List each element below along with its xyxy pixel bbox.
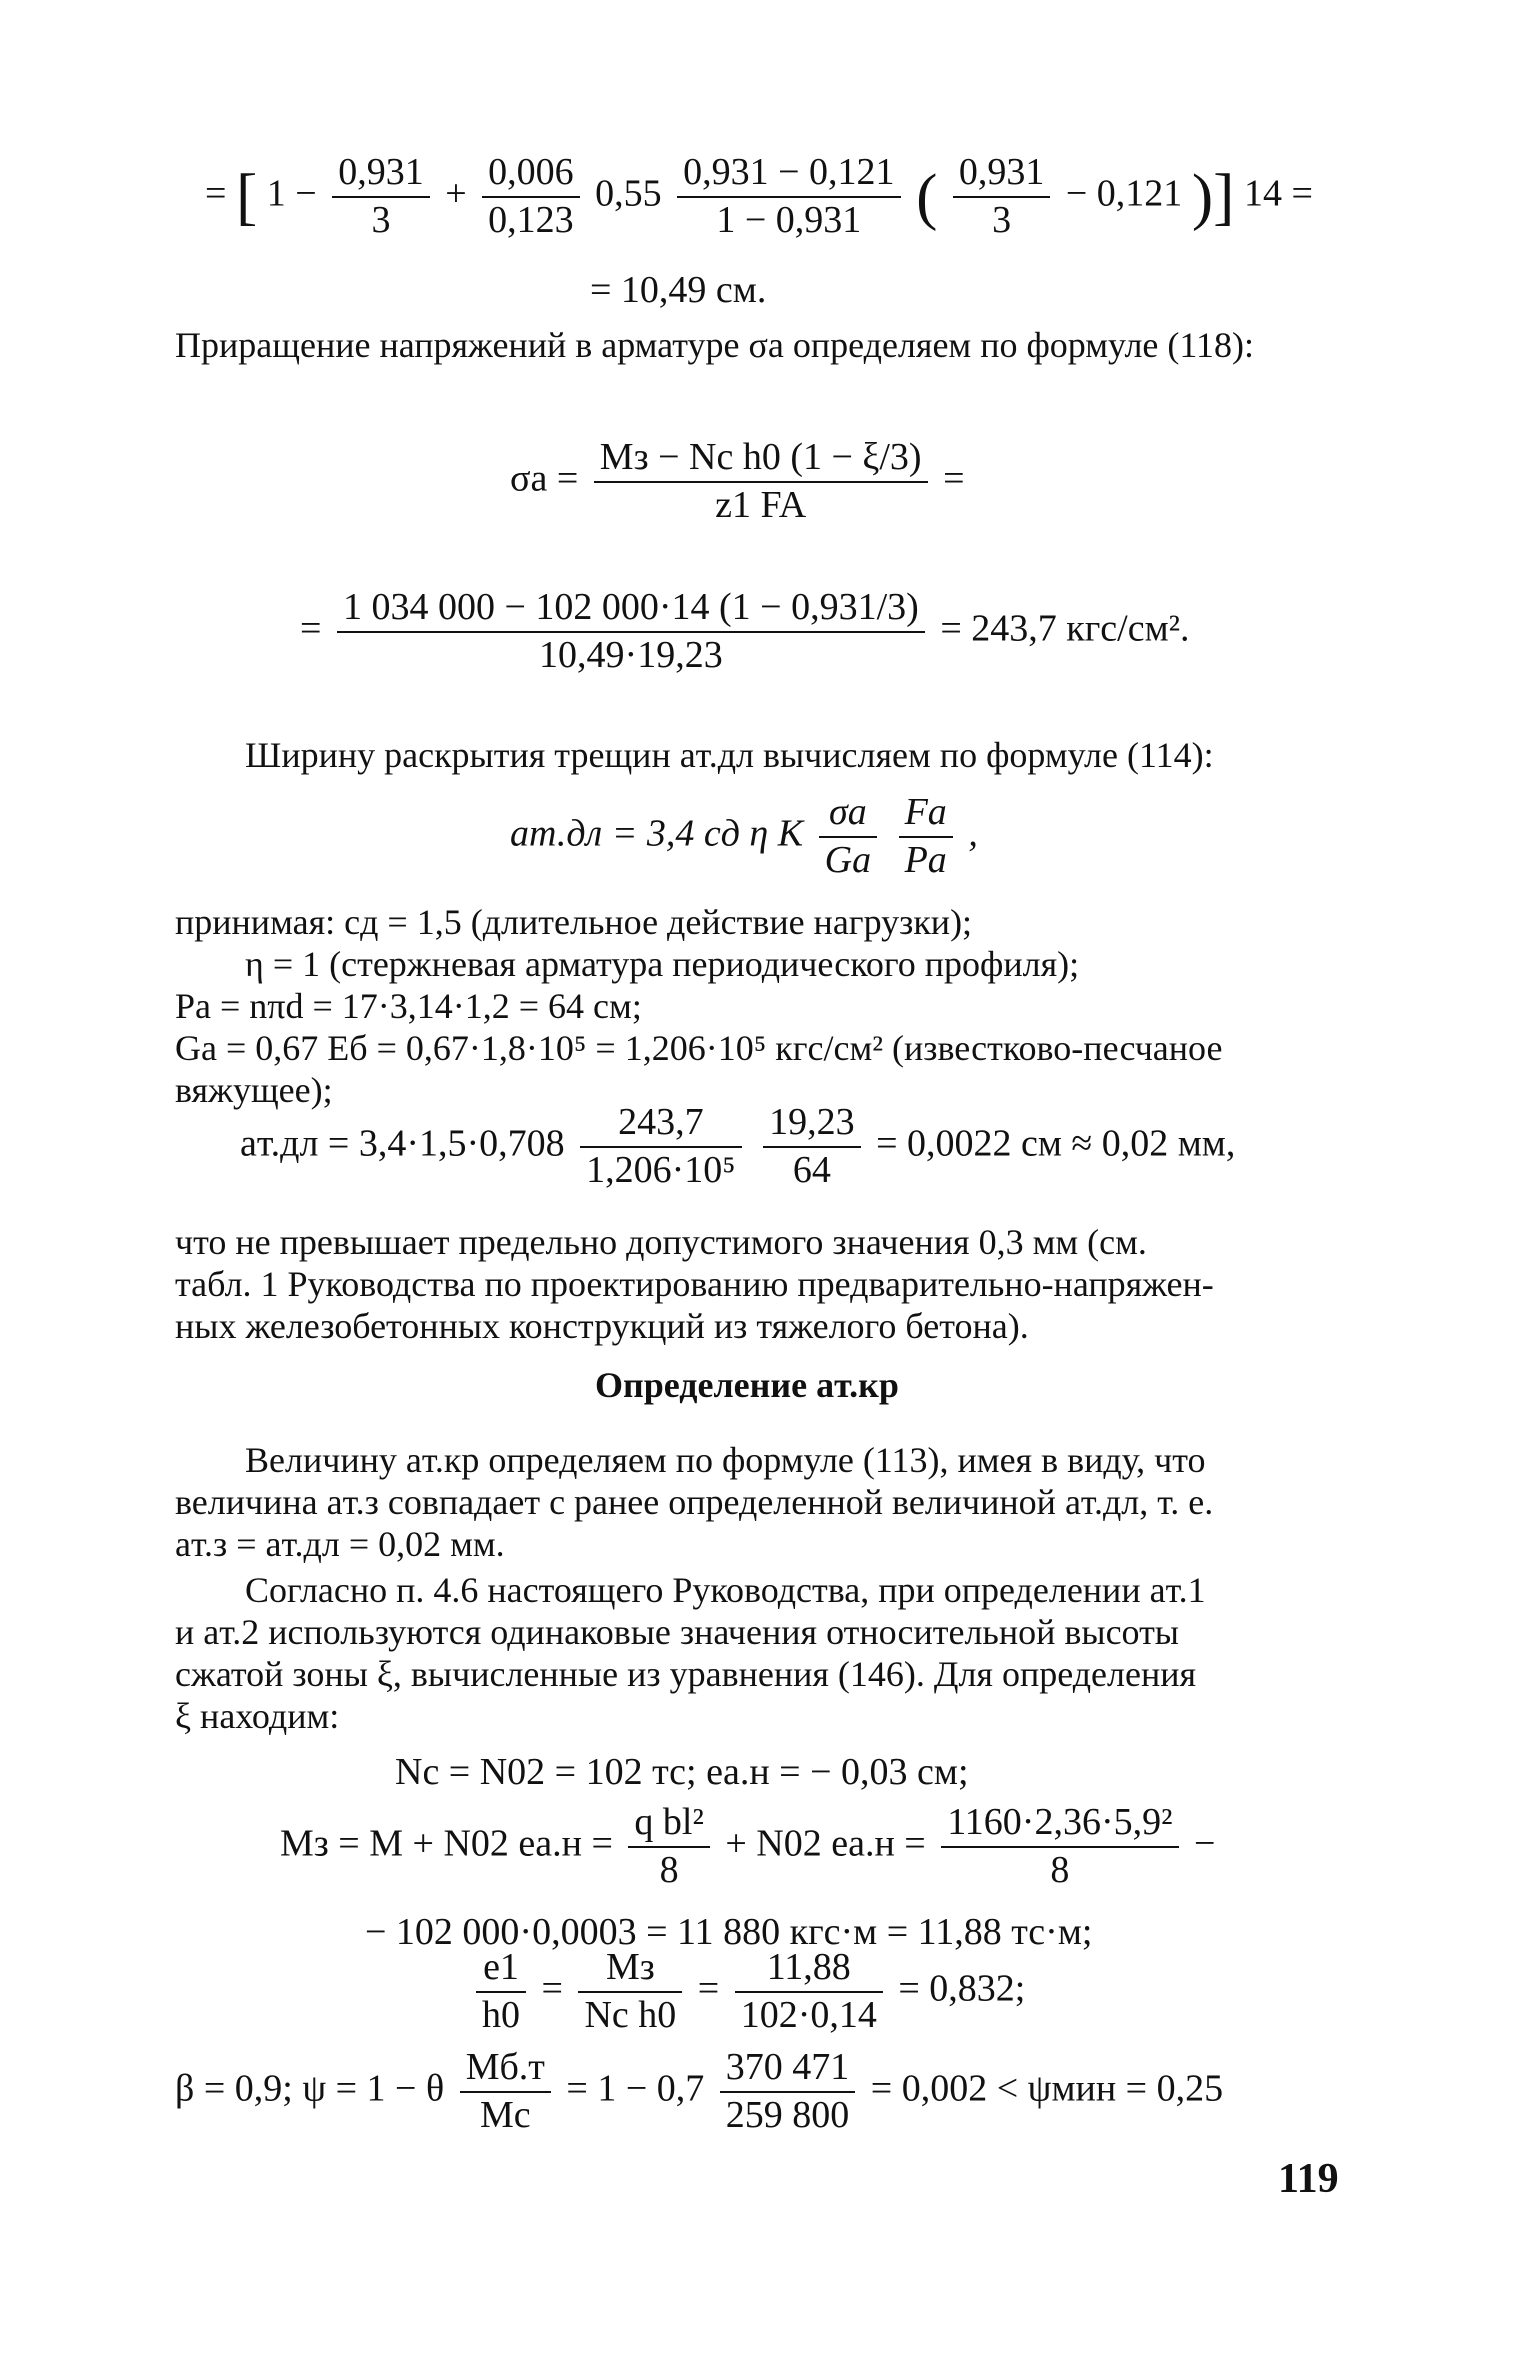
formula-width-definition: aт.дл = 3,4 cд η K $\frac{\sigma а}{Gа}$ $\frac{Fа}{Pа}$ , xyxy=(510,790,978,883)
formula-mz: Mз = M + N02 eа.н = $\frac{\text{q bl²}}{8}$ + N02 eа.н = $\frac{\text{1160·2,36·5,9²}}{8}$ − xyxy=(280,1800,1215,1893)
fraction: $\frac{\sigma а}{Gа}$ xyxy=(819,790,877,883)
fraction: $\frac{11,88}{102\cdot 0,14}$ xyxy=(735,1945,883,2038)
fraction: $\frac{1 034 000 - 102 000\cdot 14 (1 - 0,931/3)}{10,49\cdot 19,23}$ xyxy=(337,585,925,678)
paragraph-value: величина aт.з совпадает с ранее определенной величиной aт.дл, т. е. xyxy=(175,1482,1214,1522)
fraction: $\frac{0,931}{3}$ xyxy=(953,150,1051,243)
fraction: $\frac{\text{q bl²}}{8}$ xyxy=(628,1800,709,1893)
paragraph-according: и aт.2 используются одинаковые значения относительной высоты xyxy=(175,1612,1179,1652)
fraction: $\frac{0,006}{0,123}$ xyxy=(482,150,580,243)
paragraph-limit: табл. 1 Руководства по проектированию предварительно-напряжен- xyxy=(175,1264,1214,1304)
assumption-line: η = 1 (стержневая арматура периодического профиля); xyxy=(245,944,1080,984)
formula-width-line1: = [ 1 − $\frac{0,931}{3}$ + $\frac{0,006}{0,123}$ 0,55 $\frac{0,931 - 0,121}{1 - 0,931}$ ( $\frac{0,931}{3}$ − 0,121 )] 14 = xyxy=(205,150,1313,243)
paragraph-value: aт.з = aт.дл = 0,02 мм. xyxy=(175,1524,505,1564)
formula-e1: $\frac{e1}{h0}$ = $\frac{Mз}{\text{Nс h0}}$ = $\frac{11,88}{102\cdot 0,14}$ = 0,832; xyxy=(470,1945,1025,2038)
paragraph-value: Величину aт.кр определяем по формуле (113), имея в виду, что xyxy=(245,1440,1206,1480)
assumption-line: принимая: cд = 1,5 (длительное действие нагрузки); xyxy=(175,902,973,942)
fraction: $\frac{19,23}{64}$ xyxy=(763,1100,861,1193)
paragraph-crack-width: Ширину раскрытия трещин aт.дл вычисляем по формуле (114): xyxy=(245,735,1214,775)
formula-width-calculation: aт.дл = 3,4·1,5·0,708 $\frac{243,7}{\text{1,206·10⁵}}$ $\frac{19,23}{64}$ = 0,0022 см ≈ 0,02 мм, xyxy=(240,1100,1235,1193)
fraction: $\frac{Mб.т}{Mс}$ xyxy=(460,2045,551,2138)
section-heading: Определение aт.кр xyxy=(595,1365,899,1405)
fraction: $\frac{\text{Mз − Nс h0 (1 − ξ/3)}}{z1 FA}$ xyxy=(594,435,928,528)
paragraph-stress-increment: Приращение напряжений в арматуре σа определяем по формуле (118): xyxy=(175,325,1255,365)
formula-width-result: = 10,49 см. xyxy=(590,269,767,311)
formula-mz-line2: − 102 000·0,0003 = 11 880 кгс·м = 11,88 тс·м; xyxy=(365,1911,1093,1953)
fraction: $\frac{370 471}{259 800}$ xyxy=(720,2045,856,2138)
fraction: $\frac{0,931 - 0,121}{1 - 0,931}$ xyxy=(677,150,900,243)
formula-sigma-numeric: = $\frac{1 034 000 - 102 000\cdot 14 (1 - 0,931/3)}{10,49\cdot 19,23}$ = 243,7 кгс/см². xyxy=(300,585,1190,678)
paragraph-according: сжатой зоны ξ, вычисленные из уравнения (146). Для определения xyxy=(175,1654,1197,1694)
fraction: $\frac{e1}{h0}$ xyxy=(476,1945,526,2038)
paragraph-limit: что не превышает предельно допустимого значения 0,3 мм (см. xyxy=(175,1222,1147,1262)
fraction: $\frac{Fа}{Pа}$ xyxy=(899,790,953,883)
formula-nc: Nс = N02 = 102 тс; eа.н = − 0,03 см; xyxy=(395,1751,969,1793)
fraction: $\frac{0,931}{3}$ xyxy=(332,150,430,243)
fraction: $\frac{\text{1160·2,36·5,9²}}{8}$ xyxy=(941,1800,1178,1893)
paragraph-according: Согласно п. 4.6 настоящего Руководства, при определении aт.1 xyxy=(245,1570,1206,1610)
assumption-line: вяжущее); xyxy=(175,1070,333,1110)
fraction: $\frac{243,7}{\text{1,206·10⁵}}$ xyxy=(580,1100,741,1193)
fraction: $\frac{Mз}{\text{Nс h0}}$ xyxy=(578,1945,682,2038)
paragraph-limit: ных железобетонных конструкций из тяжелого бетона). xyxy=(175,1306,1029,1346)
assumption-line: Pа = nπd = 17·3,14·1,2 = 64 см; xyxy=(175,986,642,1026)
assumption-line: Gа = 0,67 Eб = 0,67·1,8·10⁵ = 1,206·10⁵ кгс/см² (известково-песчаное xyxy=(175,1028,1223,1068)
page-number: 119 xyxy=(1278,2156,1339,2202)
formula-sigma: σа = $\frac{\text{Mз − Nс h0 (1 − ξ/3)}}{z1 FA}$ = xyxy=(510,435,965,528)
formula-psi: β = 0,9; ψ = 1 − θ $\frac{Mб.т}{Mс}$ = 1 − 0,7 $\frac{370 471}{259 800}$ = 0,002 < ψмин = 0,25 xyxy=(175,2045,1223,2138)
paragraph-according: ξ находим: xyxy=(175,1696,340,1736)
